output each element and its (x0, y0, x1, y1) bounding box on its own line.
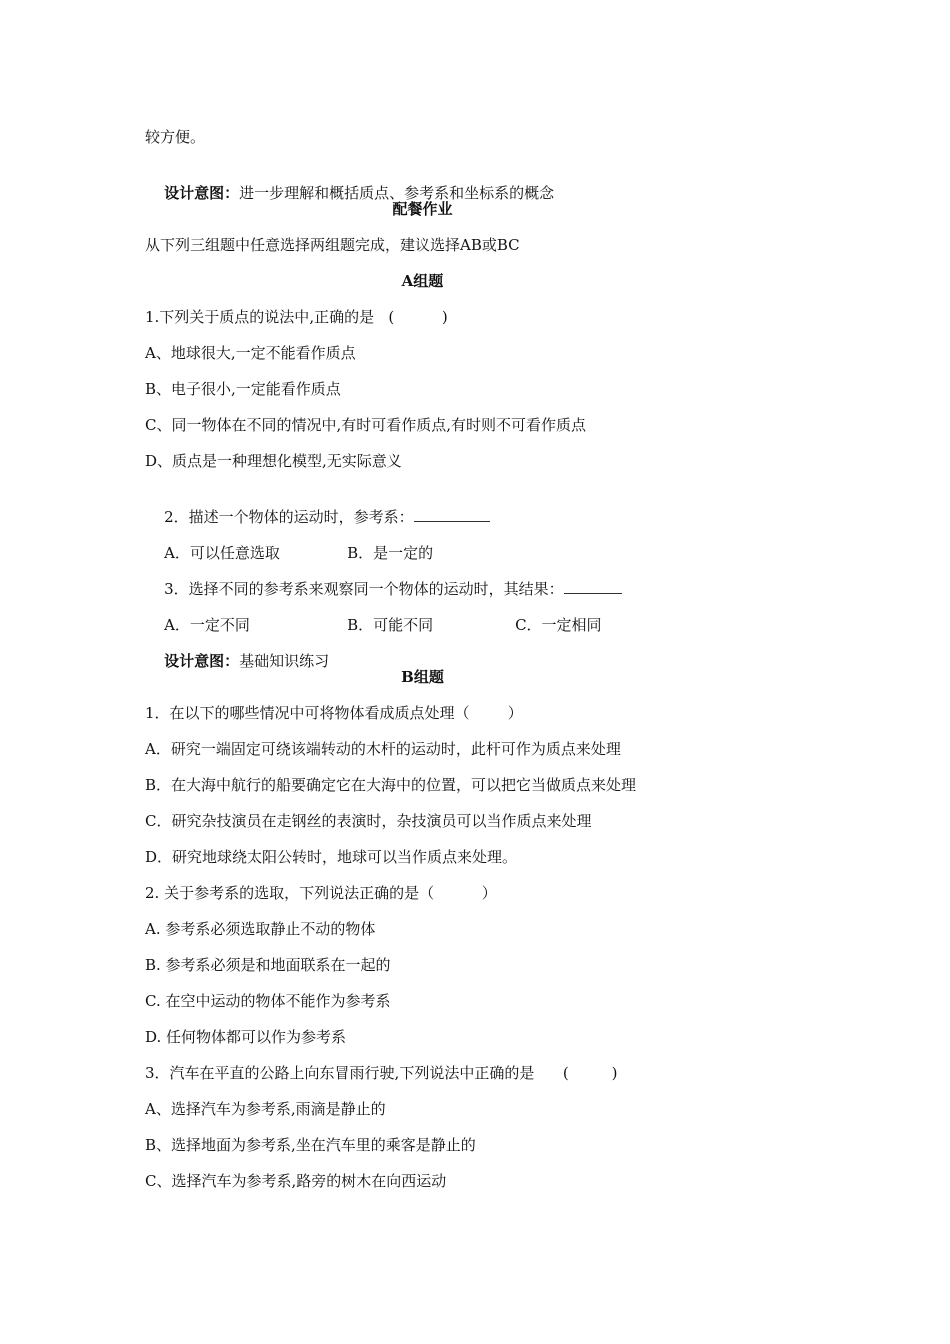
question-b2: 2. 关于参考系的选取，下列说法正确的是（ ） (145, 884, 497, 902)
option-a1-a: A、地球很大,一定不能看作质点 (145, 344, 356, 362)
question-b3: 3．汽车在平直的公路上向东冒雨行驶,下列说法中正确的是 ( ) (145, 1064, 618, 1082)
option-a2-b: B．是一定的 (347, 544, 434, 562)
answer-blank (414, 507, 490, 522)
option-b2-b: B. 参考系必须是和地面联系在一起的 (145, 956, 391, 974)
option-b2-a: A. 参考系必须选取静止不动的物体 (145, 920, 376, 938)
design-intent-text: 进一步理解和概括质点、参考系和坐标系的概念 (239, 184, 555, 202)
option-b1-a: A．研究一端固定可绕该端转动的木杆的运动时，此杆可作为质点来处理 (145, 740, 621, 758)
question-a2-text: 2．描述一个物体的运动时，参考系： (164, 508, 414, 526)
question-b1: 1．在以下的哪些情况中可将物体看成质点处理（ ） (145, 704, 523, 722)
option-b3-a: A、选择汽车为参考系,雨滴是静止的 (145, 1100, 386, 1118)
group-b-title: B组题 (401, 668, 444, 686)
question-a3-text: 3．选择不同的参考系来观察同一个物体的运动时，其结果： (164, 580, 564, 598)
text-line: 较方便。 (145, 128, 206, 146)
option-a3-b: B．可能不同 (347, 616, 434, 634)
option-a3-a: A．一定不同 (164, 616, 250, 634)
design-intent-text: 基础知识练习 (239, 652, 330, 670)
option-a1-d: D、质点是一种理想化模型,无实际意义 (145, 452, 402, 470)
question-a1: 1.下列关于质点的说法中,正确的是 ( ) (145, 308, 448, 326)
option-b2-c: C. 在空中运动的物体不能作为参考系 (145, 992, 391, 1010)
instructions: 从下列三组题中任意选择两组题完成，建议选择AB或BC (145, 236, 520, 254)
option-a2-a: A．可以任意选取 (164, 544, 280, 562)
design-intent-label: 设计意图： (164, 652, 240, 670)
option-b1-d: D．研究地球绕太阳公转时，地球可以当作质点来处理。 (145, 848, 518, 866)
option-a3-c: C．一定相同 (515, 616, 602, 634)
homework-title: 配餐作业 (392, 200, 453, 218)
answer-blank (564, 579, 622, 594)
option-b1-c: C．研究杂技演员在走钢丝的表演时，杂技演员可以当作质点来处理 (145, 812, 592, 830)
option-a1-b: B、电子很小,一定能看作质点 (145, 380, 341, 398)
option-b3-c: C、选择汽车为参考系,路旁的树木在向西运动 (145, 1172, 447, 1190)
option-b1-b: B．在大海中航行的船要确定它在大海中的位置，可以把它当做质点来处理 (145, 776, 637, 794)
option-b3-b: B、选择地面为参考系,坐在汽车里的乘客是静止的 (145, 1136, 476, 1154)
option-b2-d: D. 任何物体都可以作为参考系 (145, 1028, 347, 1046)
group-a-title: A组题 (401, 272, 444, 290)
option-a1-c: C、同一物体在不同的情况中,有时可看作质点,有时则不可看作质点 (145, 416, 587, 434)
design-intent-label: 设计意图： (164, 184, 240, 202)
